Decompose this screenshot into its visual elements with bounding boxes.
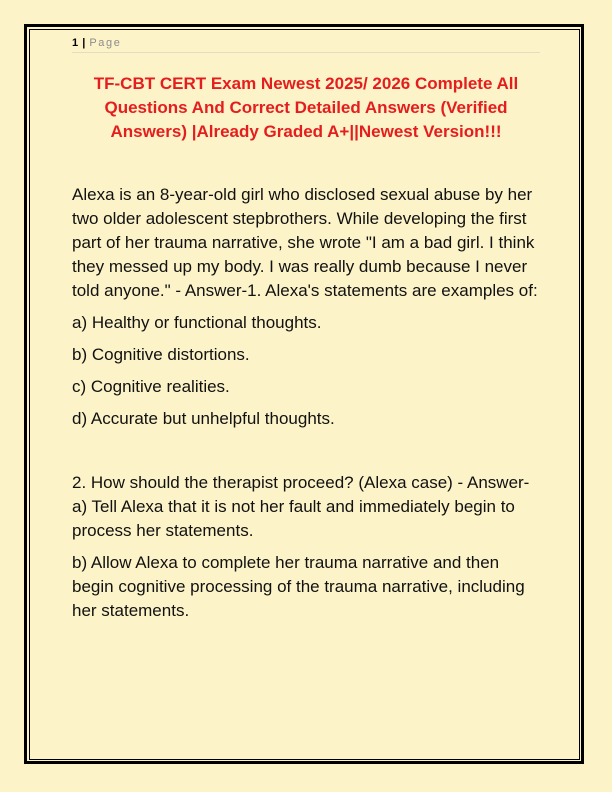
page-number: 1 [72,37,79,49]
question-1-option-a: a) Healthy or functional thoughts. [72,313,322,332]
document-body [72,183,542,631]
question-1-text: Alexa is an 8-year-old girl who disclosed sexual abuse by her two older adolescent stepbrothers. While developing the first part of her trauma narrative, she wrote "I am a bad girl. I think they messed up my body. I was really dumb because I never told anyone." - Answer-1. Alexa's statements are examples of: [72,185,538,300]
question-2-option-b: b) Allow Alexa to complete her trauma narrative and then begin cognitive processing of the trauma narrative, including her statements. [72,553,525,620]
document-title: TF-CBT CERT Exam Newest 2025/ 2026 Complete All Questions And Correct Detailed Answers (Verified Answers) |Already Graded A+||Newest Version!!! [93,74,519,141]
page-label: Page [89,37,122,49]
question-2-text: 2. How should the therapist proceed? (Alexa case) - Answer-a) Tell Alexa that it is not her fault and immediately begin to process her statements. [72,473,530,540]
question-1-option-c: c) Cognitive realities. [72,377,230,396]
question-1-option-b: b) Cognitive distortions. [72,345,250,364]
question-1-option-d: d) Accurate but unhelpful thoughts. [72,409,335,428]
page-separator: | [82,37,86,49]
page-header [72,36,540,53]
